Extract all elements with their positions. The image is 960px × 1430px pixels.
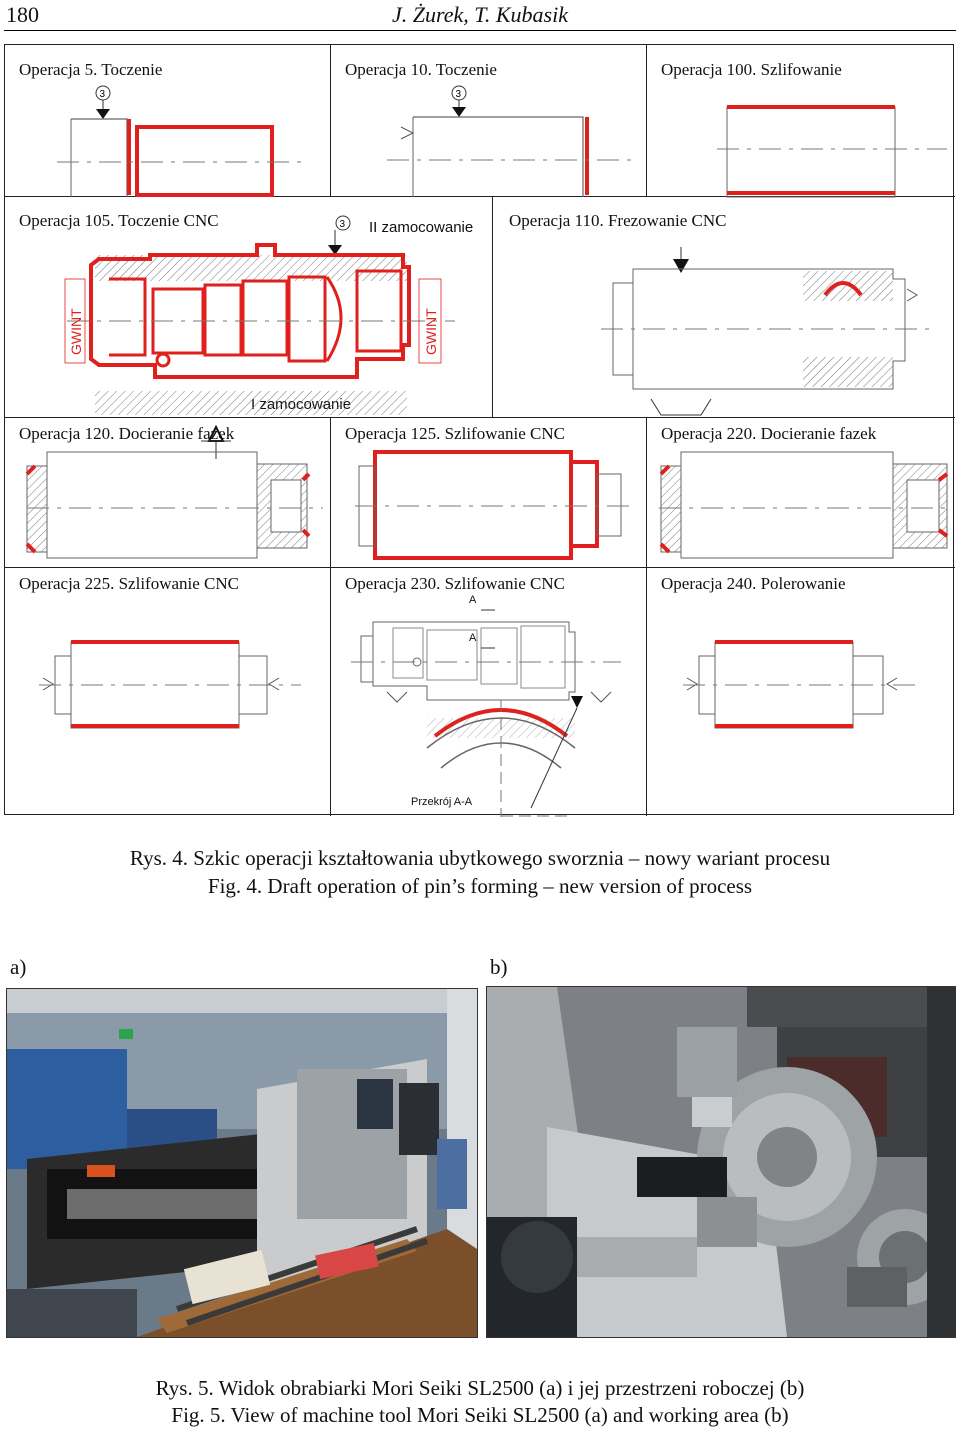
op125-drawing bbox=[331, 418, 647, 568]
photo-machine-tool bbox=[6, 988, 478, 1338]
op225-label: Operacja 225. Szlifowanie CNC bbox=[19, 574, 239, 593]
op120-drawing bbox=[5, 418, 331, 568]
op10-mark: 3 bbox=[455, 89, 462, 100]
cell-op100 bbox=[647, 45, 955, 197]
figure-4-caption-pl: Rys. 4. Szkic operacji kształtowania ubytkowego sworznia – nowy wariant procesu bbox=[129, 846, 831, 870]
cell-op220 bbox=[647, 417, 955, 567]
op105-label: Operacja 105. Toczenie CNC bbox=[19, 211, 219, 230]
cell-op105 bbox=[5, 197, 493, 417]
op220-drawing bbox=[647, 418, 955, 568]
cell-op125 bbox=[331, 417, 647, 567]
przekroj-label: Przekrój A-A bbox=[411, 796, 473, 808]
header-rule bbox=[4, 30, 956, 31]
op5-mark: 3 bbox=[99, 89, 106, 100]
op5-drawing bbox=[5, 45, 331, 197]
op10-drawing bbox=[331, 45, 647, 197]
op10-label: Operacja 10. Toczenie bbox=[345, 60, 497, 79]
gwint-left: GWINT bbox=[68, 308, 84, 355]
cell-op5 bbox=[5, 45, 331, 197]
gwint-right: GWINT bbox=[423, 308, 439, 355]
figure-5-label-b: b) bbox=[490, 955, 508, 979]
figure-4-caption-en: Fig. 4. Draft operation of pin’s forming – new version of process bbox=[207, 874, 753, 898]
op105-drawing bbox=[5, 197, 493, 417]
section-mark-mid: A bbox=[469, 632, 477, 644]
op110-label: Operacja 110. Frezowanie CNC bbox=[509, 211, 727, 230]
section-mark-top: A bbox=[469, 594, 477, 606]
ii-zamocowanie-label: II zamocowanie bbox=[369, 219, 474, 236]
photo-working-area bbox=[486, 986, 956, 1338]
op225-drawing bbox=[5, 568, 331, 817]
cell-op120 bbox=[5, 417, 331, 567]
op120-label: Operacja 120. Docieranie fazek bbox=[19, 424, 235, 443]
op240-label: Operacja 240. Polerowanie bbox=[661, 574, 846, 593]
page-number: 180 bbox=[6, 2, 39, 27]
cell-op230 bbox=[331, 567, 647, 816]
op105-mark: 3 bbox=[339, 219, 346, 230]
figure-5-label-a: a) bbox=[10, 955, 27, 979]
op100-label: Operacja 100. Szlifowanie bbox=[661, 60, 842, 79]
op230-label: Operacja 230. Szlifowanie CNC bbox=[345, 574, 565, 593]
cell-op240 bbox=[647, 567, 955, 816]
op220-label: Operacja 220. Docieranie fazek bbox=[661, 424, 877, 443]
figure-4-operations-grid bbox=[4, 44, 954, 815]
cell-op225 bbox=[5, 567, 331, 816]
op110-drawing bbox=[493, 197, 955, 417]
figure-5-caption-pl: Rys. 5. Widok obrabiarki Mori Seiki SL2500 (a) i jej przestrzeni roboczej (b) bbox=[155, 1376, 805, 1400]
op100-drawing bbox=[647, 45, 955, 197]
running-header-authors: J. Żurek, T. Kubasik bbox=[392, 2, 568, 27]
op5-label: Operacja 5. Toczenie bbox=[19, 60, 163, 79]
op125-label: Operacja 125. Szlifowanie CNC bbox=[345, 424, 565, 443]
op240-drawing bbox=[647, 568, 955, 817]
figure-5-caption-en: Fig. 5. View of machine tool Mori Seiki SL2500 (a) and working area (b) bbox=[171, 1403, 789, 1427]
op230-drawing bbox=[331, 568, 647, 817]
cell-op10 bbox=[331, 45, 647, 197]
cell-op110 bbox=[493, 197, 955, 417]
